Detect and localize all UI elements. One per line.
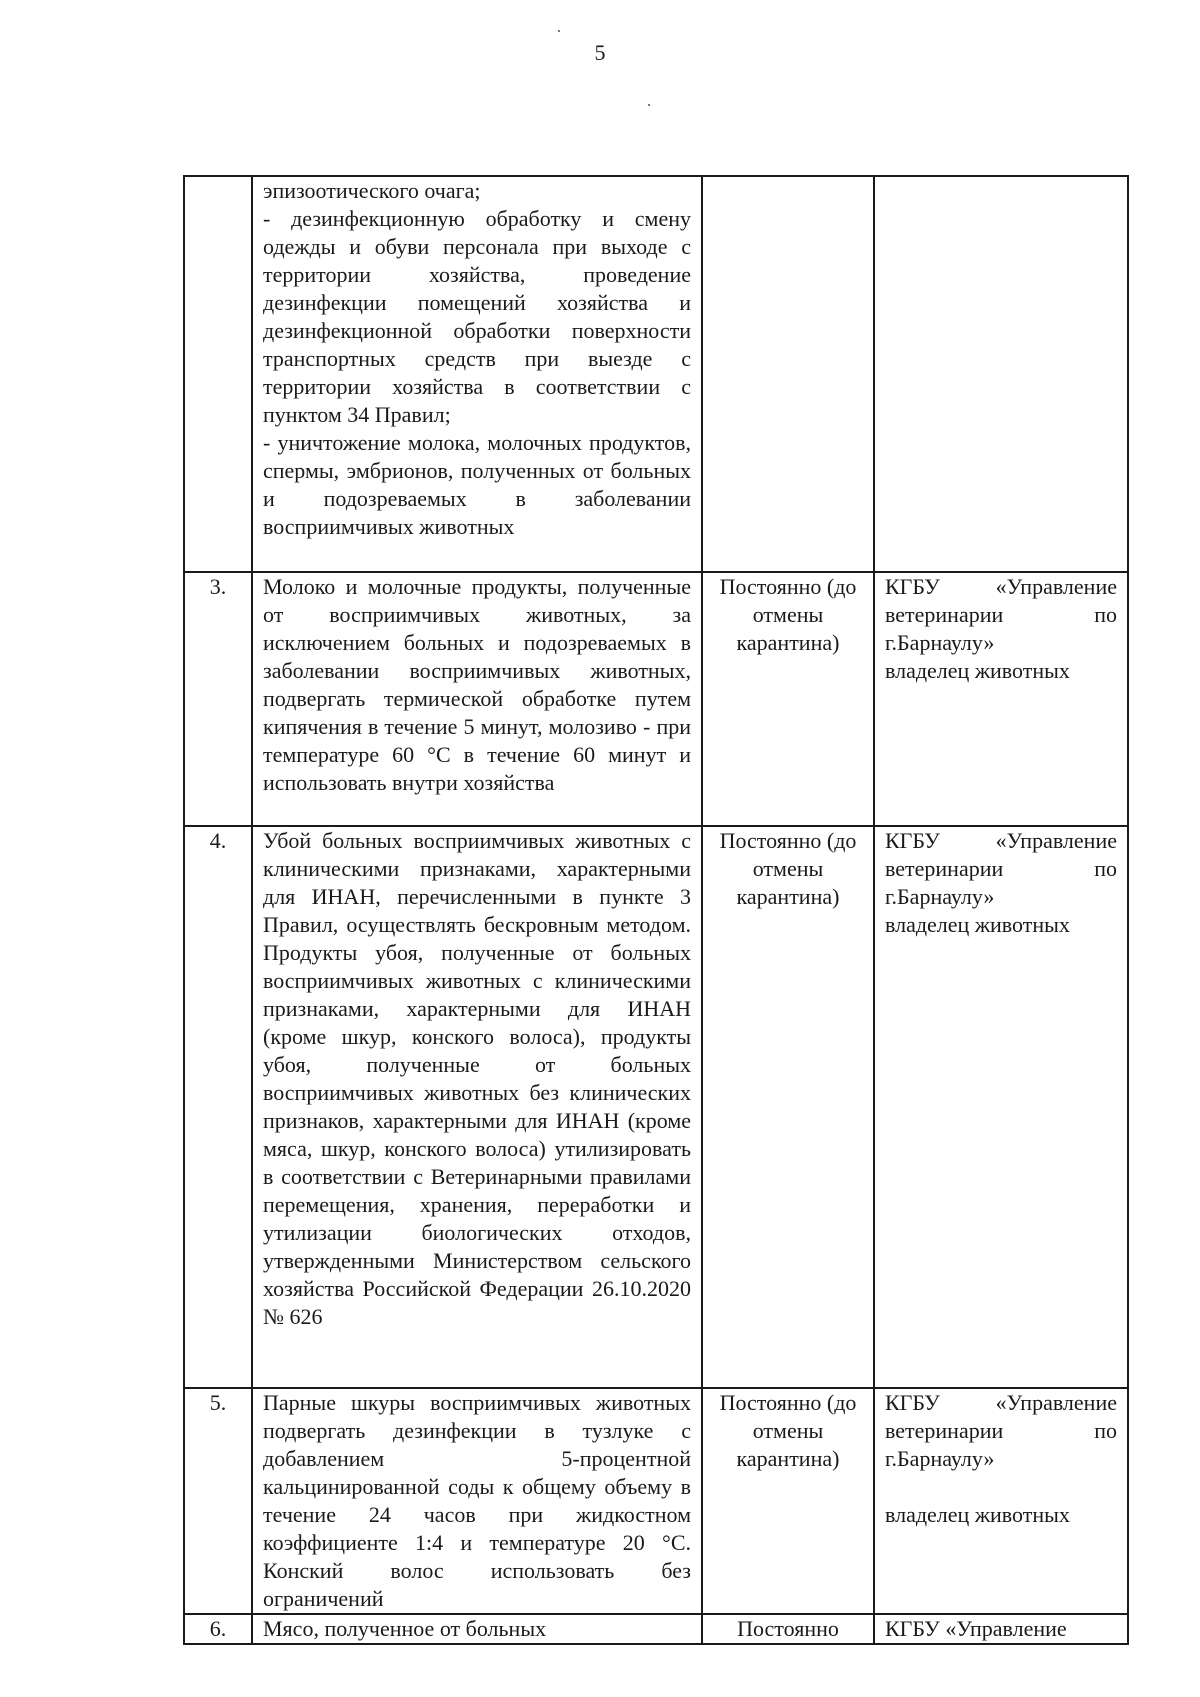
table-row xyxy=(184,1614,1128,1644)
row-number xyxy=(184,176,252,572)
measure-paragraph: эпизоотического очага; xyxy=(263,178,481,203)
responsible-cell: КГБУ «Управление xyxy=(874,1614,1128,1644)
responsible-cell xyxy=(874,176,1128,572)
row-number: 3. xyxy=(184,572,252,826)
measure-paragraph: - дезинфекционную обработку и смену одежды и обуви персонала при выходе с территории хозяйства, проведение дезинфекции помещений хозяйства и дезинфекционной обработки поверхности транспортных средств при выезде с территории хозяйства в соответствии с пунктом 34 Правил; xyxy=(263,206,691,427)
measure-paragraph: - уничтожение молока, молочных продуктов, спермы, эмбрионов, полученных от больных и подозреваемых в заболевании восприимчивых животных xyxy=(263,430,691,539)
scan-speck xyxy=(558,30,560,32)
responsible-main: КГБУ «Управление ветеринарии по г.Барнаулу» xyxy=(885,574,1117,655)
spacer xyxy=(885,1473,1117,1501)
table-row xyxy=(184,1388,1128,1614)
responsible-cell xyxy=(874,572,1128,826)
measure-text: Парные шкуры восприимчивых животных подвергать дезинфекции в тузлуке с добавлением 5-процентной кальцинированной соды к общему объему в течение 24 часов при жидкостном коэффициенте 1:4 и температуре 20 °С. Конский волос использовать без ограничений xyxy=(252,1388,702,1614)
measure-text: Убой больных восприимчивых животных с клиническими признаками, характерными для ИНАН, перечисленными в пункте 3 Правил, осуществлять бескровным методом. Продукты убоя, полученные от больных восприимчивых животных с клиническими признаками, характерными для ИНАН (кроме шкур, конского волоса), продукты убоя, полученные от больных восприимчивых животных без клинических признаков, характерными для ИНАН (кроме мяса, шкур, конского волоса) утилизировать в соответствии с Ветеринарными правилами перемещения, хранения, переработки и утилизации биологических отходов, утвержденными Министерством сельского хозяйства Российской Федерации 26.10.2020 № 626 xyxy=(252,826,702,1388)
term-cell: Постоянно (до отмены карантина) xyxy=(702,572,874,826)
table-row xyxy=(184,572,1128,826)
term-cell: Постоянно (до отмены карантина) xyxy=(702,826,874,1388)
measure-text: Молоко и молочные продукты, полученные от восприимчивых животных, за исключением больных и подозреваемых в заболевании восприимчивых животных, подвергать термической обработке путем кипячения в течение 5 минут, молозиво - при температуре 60 °С в течение 60 минут и использовать внутри хозяйства xyxy=(252,572,702,826)
responsible-cell xyxy=(874,1388,1128,1614)
table-row xyxy=(184,176,1128,572)
responsible-main: КГБУ «Управление ветеринарии по г.Барнаулу» xyxy=(885,1390,1117,1471)
row-number: 5. xyxy=(184,1388,252,1614)
term-cell: Постоянно xyxy=(702,1614,874,1644)
responsible-cell xyxy=(874,826,1128,1388)
row-number: 6. xyxy=(184,1614,252,1644)
scan-speck xyxy=(648,104,650,106)
term-cell: Постоянно (до отмены карантина) xyxy=(702,1388,874,1614)
measures-table xyxy=(183,175,1129,1645)
responsible-owner: владелец животных xyxy=(885,912,1070,937)
row-number: 4. xyxy=(184,826,252,1388)
page-number: 5 xyxy=(594,40,606,65)
measure-text xyxy=(252,176,702,572)
term-cell xyxy=(702,176,874,572)
responsible-owner: владелец животных xyxy=(885,658,1070,683)
measure-text: Мясо, полученное от больных xyxy=(252,1614,702,1644)
table-row xyxy=(184,826,1128,1388)
responsible-owner: владелец животных xyxy=(885,1502,1070,1527)
responsible-main: КГБУ «Управление ветеринарии по г.Барнаулу» xyxy=(885,828,1117,909)
measure-text-content xyxy=(263,177,691,541)
